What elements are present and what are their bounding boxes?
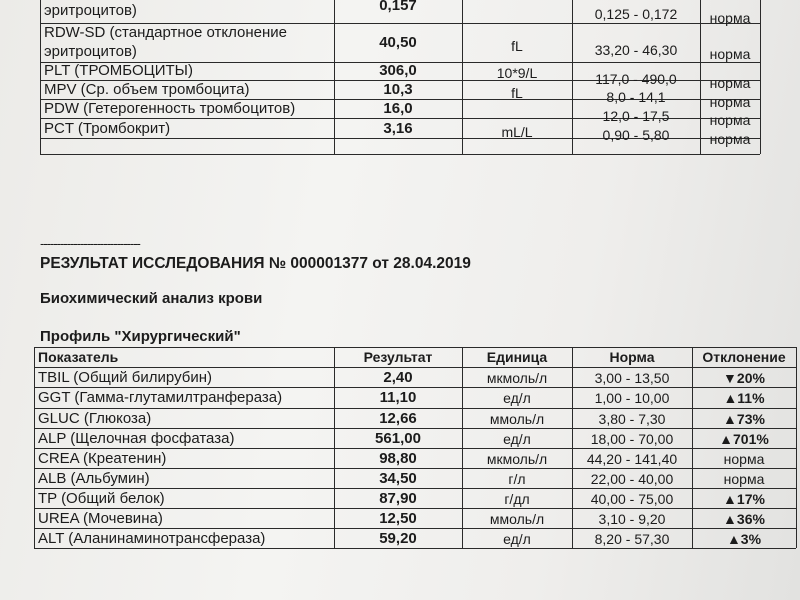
row-deviation: норма	[723, 471, 765, 487]
table-line	[760, 0, 761, 154]
row-deviation: ▲73%	[723, 411, 765, 427]
row-deviation: норма	[709, 112, 751, 128]
row-norm: 3,10 - 9,20	[598, 511, 666, 527]
row-deviation: норма	[709, 10, 751, 26]
table-line	[34, 528, 796, 529]
row-norm: 22,00 - 40,00	[590, 471, 674, 487]
row-deviation: ▲36%	[723, 511, 765, 527]
row-result: 10,3	[383, 81, 413, 98]
row-norm: 44,20 - 141,40	[586, 451, 678, 467]
separator: ------------------------------	[40, 236, 140, 251]
row-unit: мкмоль/л	[486, 370, 548, 386]
row-norm: 8,0 - 14,1	[606, 89, 666, 105]
row-result: 98,80	[379, 450, 417, 467]
table-line	[40, 0, 41, 154]
row-norm: 0,90 - 5,80	[602, 127, 670, 143]
row-result: 34,50	[379, 470, 417, 487]
analysis-title: Биохимический анализ крови	[40, 290, 263, 307]
row-name: ALB (Альбумин)	[38, 470, 150, 487]
row-name-continued: эритроцитов)	[44, 43, 137, 60]
table-line	[34, 488, 796, 489]
table-line	[34, 508, 796, 509]
row-name: GGT (Гамма-глутамилтранфераза)	[38, 389, 283, 406]
row-name: эритроцитов)	[44, 2, 137, 19]
row-result: 3,16	[383, 120, 413, 137]
row-name: PDW (Гетерогенность тромбоцитов)	[44, 100, 296, 117]
row-name: TP (Общий белок)	[38, 490, 165, 507]
row-unit: fL	[511, 38, 523, 54]
row-result: 12,50	[379, 510, 417, 527]
row-result: 40,50	[379, 34, 417, 51]
row-unit: ед/л	[503, 390, 531, 406]
row-result: 0,157	[379, 0, 417, 14]
row-name: MPV (Ср. объем тромбоцита)	[44, 81, 250, 98]
header-deviation: Отклонение	[702, 349, 786, 365]
row-result: 306,0	[379, 62, 417, 79]
table-line	[34, 428, 796, 429]
row-unit: mL/L	[501, 124, 533, 140]
row-unit: ммоль/л	[489, 411, 545, 427]
row-norm: 3,00 - 13,50	[594, 370, 670, 386]
row-norm: 40,00 - 75,00	[590, 491, 674, 507]
row-unit: 10*9/L	[496, 65, 538, 81]
row-result: 12,66	[379, 410, 417, 427]
header-name: Показатель	[38, 349, 119, 365]
row-deviation: норма	[709, 131, 751, 147]
row-deviation: ▲3%	[726, 531, 762, 547]
row-name: ALP (Щелочная фосфатаза)	[38, 430, 235, 447]
row-unit: мкмоль/л	[486, 451, 548, 467]
row-unit: г/л	[508, 471, 526, 487]
row-norm: 18,00 - 70,00	[590, 431, 674, 447]
row-norm: 12,0 - 17,5	[602, 108, 670, 124]
row-deviation: норма	[723, 451, 765, 467]
row-name: PCT (Тромбокрит)	[44, 120, 171, 137]
row-name: UREA (Мочевина)	[38, 510, 163, 527]
table-line	[34, 367, 796, 368]
table-line	[34, 468, 796, 469]
row-name: CREA (Креатенин)	[38, 450, 167, 467]
row-result: 561,00	[375, 430, 421, 447]
row-deviation: ▲701%	[719, 431, 769, 447]
row-name: PLT (ТРОМБОЦИТЫ)	[44, 62, 193, 79]
row-deviation: ▲11%	[723, 390, 765, 406]
row-name: RDW-SD (стандартное отклонение	[44, 24, 287, 41]
table-line	[34, 347, 796, 348]
row-unit: ммоль/л	[489, 511, 545, 527]
row-result: 16,0	[383, 100, 413, 117]
row-deviation: ▼20%	[723, 370, 765, 386]
table-line	[34, 347, 35, 548]
table-line	[796, 347, 797, 548]
header-norm: Норма	[609, 349, 655, 365]
table-line	[34, 448, 796, 449]
table-line	[34, 387, 796, 388]
header-unit: Единица	[486, 349, 548, 365]
row-unit: ед/л	[503, 431, 531, 447]
row-unit: ед/л	[503, 531, 531, 547]
profile-title: Профиль "Хирургический"	[40, 328, 241, 345]
row-deviation: норма	[709, 94, 751, 110]
row-result: 59,20	[379, 530, 417, 547]
row-deviation: ▲17%	[723, 491, 765, 507]
row-norm: 0,125 - 0,172	[594, 6, 678, 22]
row-norm: 3,80 - 7,30	[598, 411, 666, 427]
row-deviation: норма	[709, 75, 751, 91]
row-norm: 117,0 - 490,0	[595, 71, 677, 87]
row-result: 11,10	[379, 389, 417, 406]
row-name: ALT (Аланинаминотрансфераза)	[38, 530, 266, 547]
header-result: Результат	[363, 349, 433, 365]
result-title: РЕЗУЛЬТАТ ИССЛЕДОВАНИЯ № 000001377 от 28.04.2019	[40, 255, 471, 272]
row-name: TBIL (Общий билирубин)	[38, 369, 213, 386]
table-line	[40, 154, 760, 155]
row-norm: 8,20 - 57,30	[594, 531, 670, 547]
row-norm: 1,00 - 10,00	[594, 390, 670, 406]
table-line	[34, 408, 796, 409]
row-norm: 33,20 - 46,30	[594, 42, 678, 58]
row-unit: г/дл	[504, 491, 530, 507]
row-result: 2,40	[383, 369, 413, 386]
row-result: 87,90	[379, 490, 417, 507]
table-line	[34, 548, 796, 549]
row-unit: fL	[511, 85, 523, 101]
row-name: GLUC (Глюкоза)	[38, 410, 152, 427]
row-deviation: норма	[709, 46, 751, 62]
